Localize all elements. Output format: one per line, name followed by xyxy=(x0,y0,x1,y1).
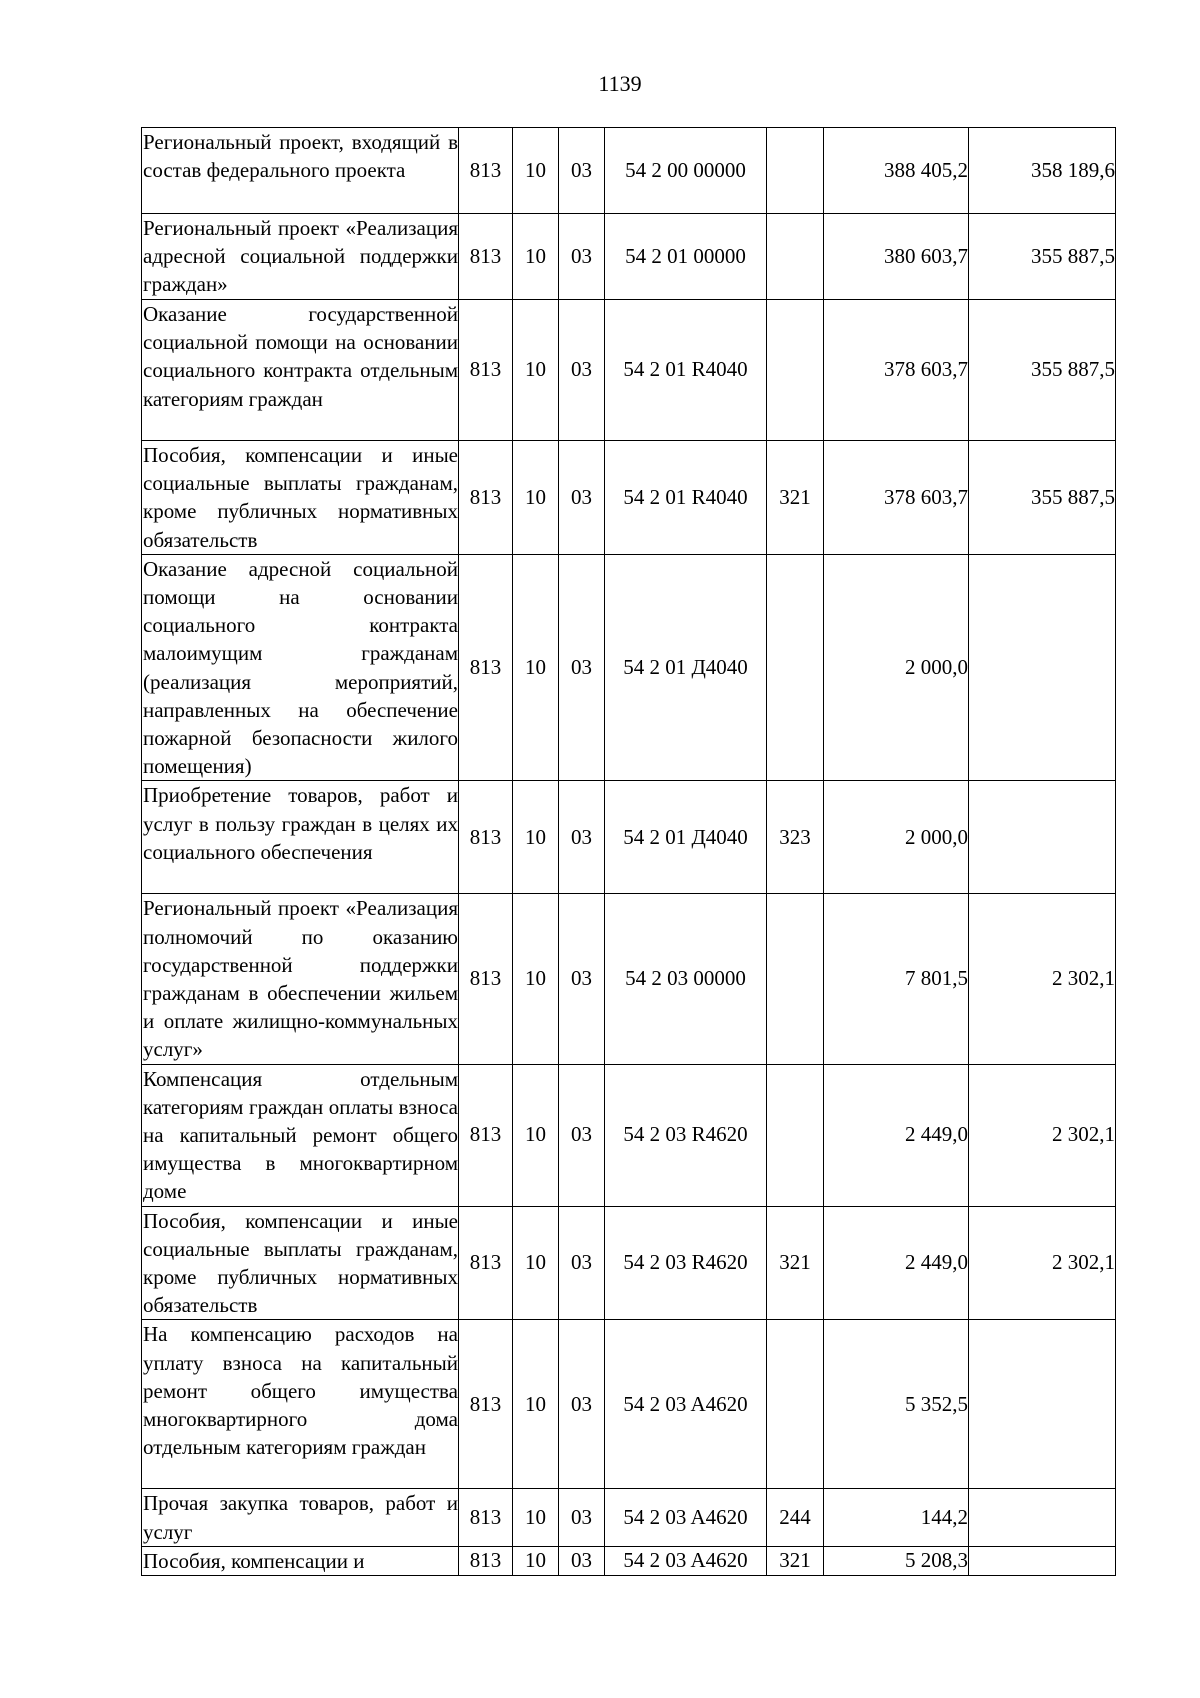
row-name-cell: Прочая закупка товаров, работ и услуг xyxy=(142,1489,459,1546)
row-csr-cell: 54 2 01 R4040 xyxy=(605,300,767,441)
row-sum2-cell xyxy=(969,1320,1116,1489)
budget-table-body xyxy=(142,128,1116,1576)
row-vr-cell xyxy=(767,894,824,1064)
table-row xyxy=(142,214,1116,300)
table-row xyxy=(142,1206,1116,1320)
row-sum2-cell: 355 887,5 xyxy=(969,214,1116,300)
row-ved-cell: 813 xyxy=(459,781,513,894)
row-sum2-cell xyxy=(969,1489,1116,1546)
row-vr-cell xyxy=(767,554,824,781)
row-csr-cell: 54 2 03 A4620 xyxy=(605,1546,767,1575)
row-pr-cell: 03 xyxy=(559,894,605,1064)
row-sum1-cell: 2 449,0 xyxy=(824,1064,969,1206)
row-sum1-cell: 5 352,5 xyxy=(824,1320,969,1489)
row-vr-cell: 321 xyxy=(767,441,824,555)
table-row xyxy=(142,554,1116,781)
row-pr-cell: 03 xyxy=(559,214,605,300)
row-pr-cell: 03 xyxy=(559,441,605,555)
row-ved-cell: 813 xyxy=(459,1320,513,1489)
table-row xyxy=(142,300,1116,441)
row-sum2-cell xyxy=(969,554,1116,781)
row-name-cell: Оказание государственной социальной помощи на основании социального контракта отдельным категориям граждан xyxy=(142,300,459,441)
row-csr-cell: 54 2 03 A4620 xyxy=(605,1489,767,1546)
row-pr-cell: 03 xyxy=(559,1489,605,1546)
row-sum1-cell: 378 603,7 xyxy=(824,300,969,441)
row-ved-cell: 813 xyxy=(459,1546,513,1575)
row-sum1-cell: 144,2 xyxy=(824,1489,969,1546)
row-name-cell: Региональный проект «Реализация адресной социальной поддержки граждан» xyxy=(142,214,459,300)
table-row xyxy=(142,441,1116,555)
row-ved-cell: 813 xyxy=(459,554,513,781)
row-sum2-cell: 2 302,1 xyxy=(969,894,1116,1064)
row-ved-cell: 813 xyxy=(459,1206,513,1320)
row-sum1-cell: 2 000,0 xyxy=(824,554,969,781)
row-vr-cell: 321 xyxy=(767,1206,824,1320)
row-sum2-cell: 355 887,5 xyxy=(969,300,1116,441)
table-row xyxy=(142,894,1116,1064)
row-rz-cell: 10 xyxy=(513,1206,559,1320)
row-pr-cell: 03 xyxy=(559,128,605,214)
row-name-cell: На компенсацию расходов на уплату взноса на капитальный ремонт общего имущества многоквартирного дома отдельным категориям граждан xyxy=(142,1320,459,1489)
row-name-cell: Оказание адресной социальной помощи на основании социального контракта малоимущим гражданам (реализация мероприятий, направленных на обеспечение пожарной безопасности жилого помещения) xyxy=(142,554,459,781)
row-name-cell: Пособия, компенсации и иные социальные выплаты гражданам, кроме публичных нормативных обязательств xyxy=(142,1206,459,1320)
row-sum1-cell: 378 603,7 xyxy=(824,441,969,555)
row-sum1-cell: 7 801,5 xyxy=(824,894,969,1064)
row-rz-cell: 10 xyxy=(513,1320,559,1489)
budget-table xyxy=(141,127,1116,1576)
row-csr-cell: 54 2 03 R4620 xyxy=(605,1064,767,1206)
row-csr-cell: 54 2 00 00000 xyxy=(605,128,767,214)
row-pr-cell: 03 xyxy=(559,1064,605,1206)
row-ved-cell: 813 xyxy=(459,441,513,555)
row-pr-cell: 03 xyxy=(559,1320,605,1489)
row-sum2-cell: 2 302,1 xyxy=(969,1064,1116,1206)
row-ved-cell: 813 xyxy=(459,894,513,1064)
row-rz-cell: 10 xyxy=(513,781,559,894)
row-sum2-cell: 355 887,5 xyxy=(969,441,1116,555)
row-ved-cell: 813 xyxy=(459,1489,513,1546)
row-sum2-cell: 2 302,1 xyxy=(969,1206,1116,1320)
row-name-cell: Компенсация отдельным категориям граждан оплаты взноса на капитальный ремонт общего имущества в многоквартирном доме xyxy=(142,1064,459,1206)
row-csr-cell: 54 2 01 Д4040 xyxy=(605,554,767,781)
row-rz-cell: 10 xyxy=(513,441,559,555)
row-csr-cell: 54 2 01 00000 xyxy=(605,214,767,300)
table-row xyxy=(142,1546,1116,1575)
row-ved-cell: 813 xyxy=(459,214,513,300)
row-rz-cell: 10 xyxy=(513,1489,559,1546)
row-name-cell: Пособия, компенсации и иные социальные выплаты гражданам, кроме публичных нормативных обязательств xyxy=(142,441,459,555)
row-pr-cell: 03 xyxy=(559,300,605,441)
row-rz-cell: 10 xyxy=(513,894,559,1064)
row-csr-cell: 54 2 03 A4620 xyxy=(605,1320,767,1489)
row-rz-cell: 10 xyxy=(513,300,559,441)
row-sum1-cell: 388 405,2 xyxy=(824,128,969,214)
row-sum1-cell: 2 449,0 xyxy=(824,1206,969,1320)
table-row xyxy=(142,1064,1116,1206)
row-pr-cell: 03 xyxy=(559,554,605,781)
row-ved-cell: 813 xyxy=(459,1064,513,1206)
row-vr-cell xyxy=(767,214,824,300)
row-rz-cell: 10 xyxy=(513,128,559,214)
row-vr-cell: 323 xyxy=(767,781,824,894)
row-name-cell: Пособия, компенсации и xyxy=(142,1546,459,1575)
table-row xyxy=(142,1320,1116,1489)
row-rz-cell: 10 xyxy=(513,214,559,300)
row-csr-cell: 54 2 03 R4620 xyxy=(605,1206,767,1320)
row-name-cell: Приобретение товаров, работ и услуг в пользу граждан в целях их социального обеспечения xyxy=(142,781,459,894)
table-row xyxy=(142,1489,1116,1546)
row-vr-cell xyxy=(767,1320,824,1489)
row-pr-cell: 03 xyxy=(559,1546,605,1575)
row-rz-cell: 10 xyxy=(513,1546,559,1575)
row-rz-cell: 10 xyxy=(513,1064,559,1206)
row-vr-cell xyxy=(767,128,824,214)
row-sum1-cell: 380 603,7 xyxy=(824,214,969,300)
row-sum2-cell xyxy=(969,781,1116,894)
row-csr-cell: 54 2 01 R4040 xyxy=(605,441,767,555)
table-row xyxy=(142,128,1116,214)
row-sum1-cell: 5 208,3 xyxy=(824,1546,969,1575)
row-csr-cell: 54 2 01 Д4040 xyxy=(605,781,767,894)
row-sum2-cell xyxy=(969,1546,1116,1575)
row-vr-cell: 244 xyxy=(767,1489,824,1546)
row-name-cell: Региональный проект «Реализация полномочий по оказанию государственной поддержки гражданам в обеспечении жильем и оплате жилищно-коммунальных услуг» xyxy=(142,894,459,1064)
row-ved-cell: 813 xyxy=(459,300,513,441)
table-row xyxy=(142,781,1116,894)
row-sum2-cell: 358 189,6 xyxy=(969,128,1116,214)
row-name-cell: Региональный проект, входящий в состав федерального проекта xyxy=(142,128,459,214)
row-vr-cell: 321 xyxy=(767,1546,824,1575)
row-pr-cell: 03 xyxy=(559,1206,605,1320)
row-vr-cell xyxy=(767,300,824,441)
row-pr-cell: 03 xyxy=(559,781,605,894)
row-vr-cell xyxy=(767,1064,824,1206)
page-number: 1139 xyxy=(598,71,642,96)
row-csr-cell: 54 2 03 00000 xyxy=(605,894,767,1064)
row-ved-cell: 813 xyxy=(459,128,513,214)
row-sum1-cell: 2 000,0 xyxy=(824,781,969,894)
row-rz-cell: 10 xyxy=(513,554,559,781)
